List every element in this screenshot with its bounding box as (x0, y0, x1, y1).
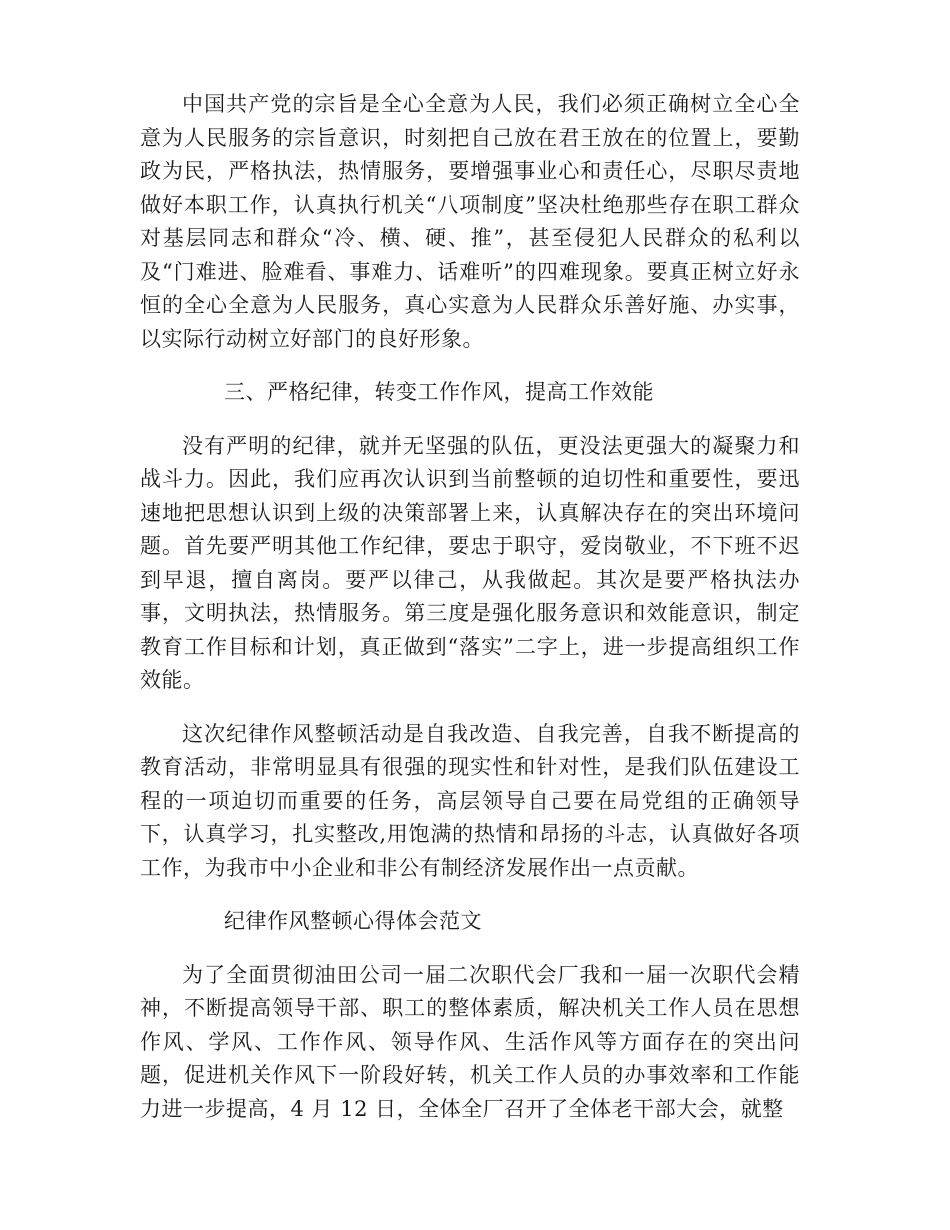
paragraph-rectification: 这次纪律作风整顿活动是自我改造、自我完善，自我不断提高的教育活动，非常明显具有很强的现实性和针对性，是我们队伍建设工程的一项迫切而重要的任务，高层领导自己要在局党组的正确领导下，认真学习，扎实整改,用饱满的热情和昂扬的斗志，认真做好各项工作，为我市中小企业和非公有制经济发展作出一点贡献。 (140, 721, 800, 880)
paragraph-purpose: 中国共产党的宗旨是全心全意为人民，我们必须正确树立全心全意为人民服务的宗旨意识，时刻把自己放在君王放在的位置上，要勤政为民，严格执法，热情服务，要增强事业心和责任心，尽职尽责地做好本职工作，认真执行机关“八项制度”坚决杜绝那些存在职工群众对基层同志和群众“冷、横、硬、推”，甚至侵犯人民群众的私利以及“门难进、脸难看、事难力、话难听”的四难现象。要真正树立好永恒的全心全意为人民服务，真心实意为人民群众乐善好施、办实事，以实际行动树立好部门的良好形象。 (140, 92, 800, 351)
section-heading-discipline: 三、严格纪律，转变工作作风，提高工作效能 (224, 380, 654, 404)
document-page (140, 88, 800, 1146)
article-title: 纪律作风整顿心得体会范文 (224, 909, 482, 933)
paragraph-intro: 为了全面贯彻油田公司一届二次职代会厂我和一届一次职代会精神，不断提高领导干部、职工的整体素质，解决机关工作人员在思想作风、学风、工作作风、领导作风、生活作风等方面存在的突出问题，促进机关作风下一阶段好转，机关工作人员的办事效率和工作能力进一步提高，4 月 12 日，全体全厂召开了全体老干部大会，就整 (140, 962, 800, 1121)
paragraph-discipline: 没有严明的纪律，就并无坚强的队伍，更没法更强大的凝聚力和战斗力。因此，我们应再次认识到当前整顿的迫切性和重要性，要迅速地把思想认识到上级的决策部署上来，认真解决存在的突出环境问题。首先要严明其他工作纪律，要忠于职守，爱岗敬业，不下班不迟到早退，擅自离岗。要严以律己，从我做起。其次是要严格执法办事，文明执法，热情服务。第三度是强化服务意识和效能意识，制定教育工作目标和计划，真正做到“落实”二字上，进一步提高组织工作效能。 (140, 433, 800, 692)
